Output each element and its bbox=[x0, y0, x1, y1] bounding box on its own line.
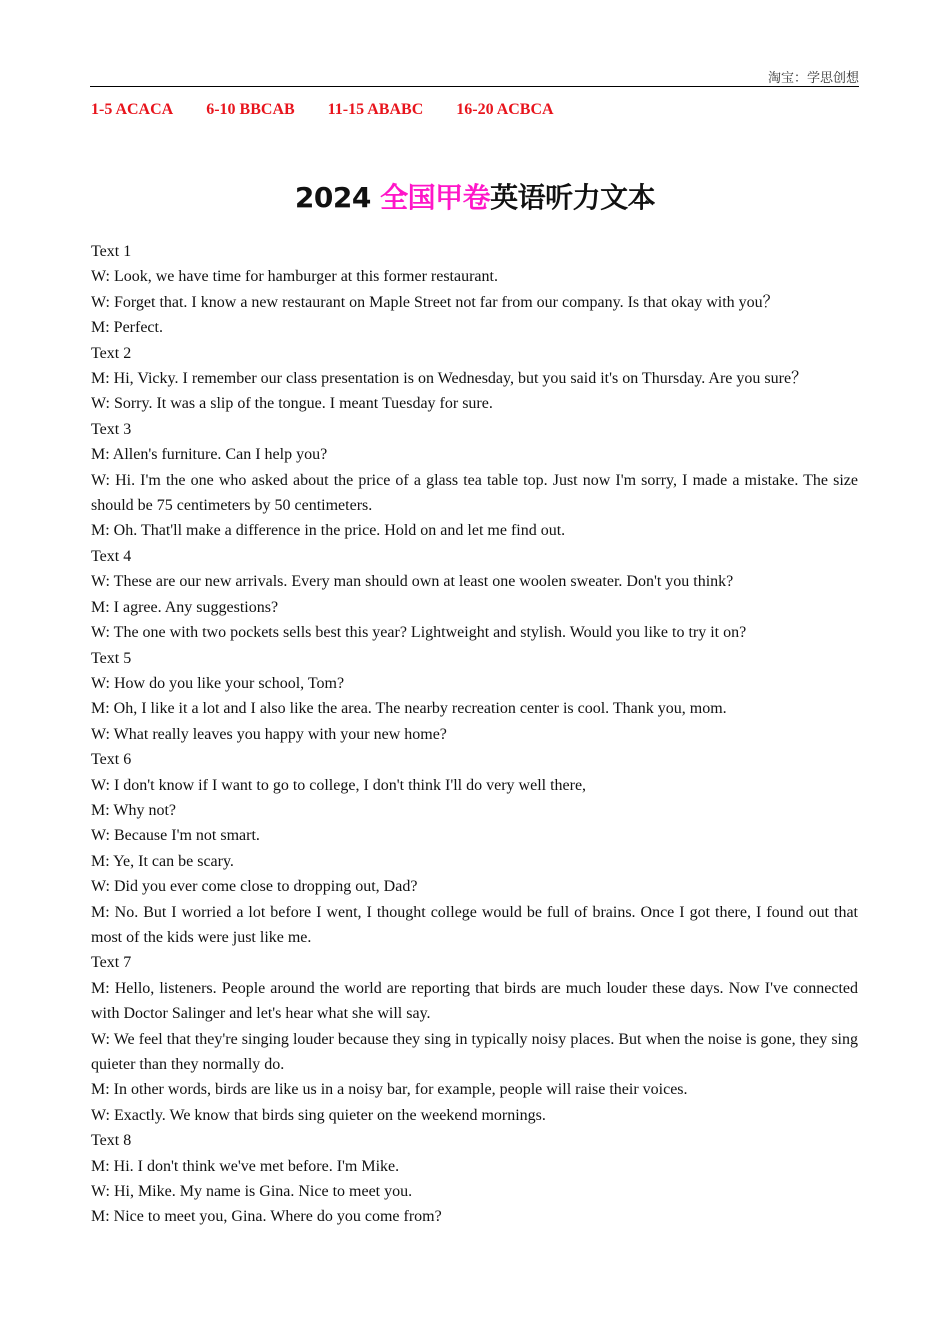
transcript-line: M: I agree. Any suggestions? bbox=[91, 598, 279, 616]
transcript-line: W: The one with two pockets sells best this year? Lightweight and stylish. Would you like to try it on? bbox=[91, 624, 747, 642]
transcript-line: W: Forget that. I know a new restaurant on Maple Street not far from our company. Is that okay with you？ bbox=[91, 293, 779, 311]
transcript-line: M: No. But I worried a lot before I went, I thought college would be full of brains. Once I got there, I found out that most of the kids were just like me. bbox=[91, 903, 858, 946]
transcript-line: W: Exactly. We know that birds sing quieter on the weekend mornings. bbox=[91, 1106, 546, 1124]
transcript-line: M: Hi. I don't think we've met before. I'm Mike. bbox=[91, 1157, 400, 1175]
header-divider bbox=[90, 86, 859, 87]
transcript-line: W: Sorry. It was a slip of the tongue. I meant Tuesday for sure. bbox=[91, 395, 493, 413]
transcript-line: W: Hi, Mike. My name is Gina. Nice to meet you. bbox=[91, 1183, 413, 1201]
section-heading: Text 4 bbox=[91, 547, 132, 565]
transcript-line: M: Hello, listeners. People around the world are reporting that birds are much louder these days. Now I've connected with Doctor Salinger and let's hear what she will say. bbox=[91, 979, 858, 1023]
title-rest: 英语听力文本 bbox=[490, 181, 656, 214]
transcript-line: W: Did you ever come close to dropping out, Dad? bbox=[91, 878, 418, 896]
section-heading: Text 8 bbox=[91, 1132, 132, 1150]
page-title bbox=[0, 176, 950, 216]
transcript-line: M: Nice to meet you, Gina. Where do you come from? bbox=[91, 1208, 442, 1226]
section-heading: Text 6 bbox=[91, 751, 132, 769]
transcript-line: M: Oh, I like it a lot and I also like the area. The nearby recreation center is cool. Thank you, mom. bbox=[91, 700, 727, 718]
transcript-line: M: Allen's furniture. Can I help you? bbox=[91, 446, 328, 464]
answer-group: 16-20 ACBCA bbox=[456, 101, 554, 118]
header-text: 淘宝：学思创想 bbox=[767, 71, 859, 86]
transcript-line: W: Because I'm not smart. bbox=[91, 827, 260, 845]
transcript-line: M: Perfect. bbox=[91, 319, 163, 337]
transcript bbox=[91, 239, 858, 1230]
transcript-line: W: These are our new arrivals. Every man should own at least one woolen sweater. Don't you think? bbox=[91, 573, 734, 591]
section-heading: Text 2 bbox=[91, 344, 132, 362]
section-heading: Text 7 bbox=[91, 954, 132, 972]
answer-group: 1-5 ACACA bbox=[91, 101, 174, 118]
title-year: 2024 bbox=[294, 181, 371, 214]
section-heading: Text 3 bbox=[91, 420, 132, 438]
section-heading: Text 1 bbox=[91, 243, 132, 260]
transcript-line: W: How do you like your school, Tom? bbox=[91, 674, 345, 692]
transcript-line: W: Hi. I'm the one who asked about the price of a glass tea table top. Just now I'm sorry, I made a mistake. The size should be 75 centimeters by 50 centimeters. bbox=[91, 471, 858, 515]
answer-key bbox=[91, 101, 554, 119]
title-highlight: 全国甲卷 bbox=[380, 181, 491, 214]
transcript-line: M: Why not? bbox=[91, 801, 177, 819]
transcript-line: W: What really leaves you happy with your new home? bbox=[91, 725, 447, 743]
answer-group: 6-10 BBCAB bbox=[206, 101, 295, 118]
transcript-line: M: Hi, Vicky. I remember our class presentation is on Wednesday, but you said it's on Thursday. Are you sure？ bbox=[91, 370, 808, 388]
transcript-line: W: Look, we have time for hamburger at this former restaurant. bbox=[91, 268, 498, 286]
transcript-line: W: I don't know if I want to go to college, I don't think I'll do very well there, bbox=[91, 776, 587, 794]
transcript-line: M: Ye, It can be scary. bbox=[91, 852, 234, 870]
transcript-line: M: In other words, birds are like us in a noisy bar, for example, people will raise their voices. bbox=[91, 1081, 688, 1099]
answer-group: 11-15 ABABC bbox=[327, 101, 424, 118]
transcript-line: W: We feel that they're singing louder because they sing in typically noisy places. But when the noise is gone, they sing quieter than they normally do. bbox=[91, 1030, 858, 1073]
section-heading: Text 5 bbox=[91, 649, 132, 667]
transcript-line: M: Oh. That'll make a difference in the price. Hold on and let me find out. bbox=[91, 522, 566, 540]
